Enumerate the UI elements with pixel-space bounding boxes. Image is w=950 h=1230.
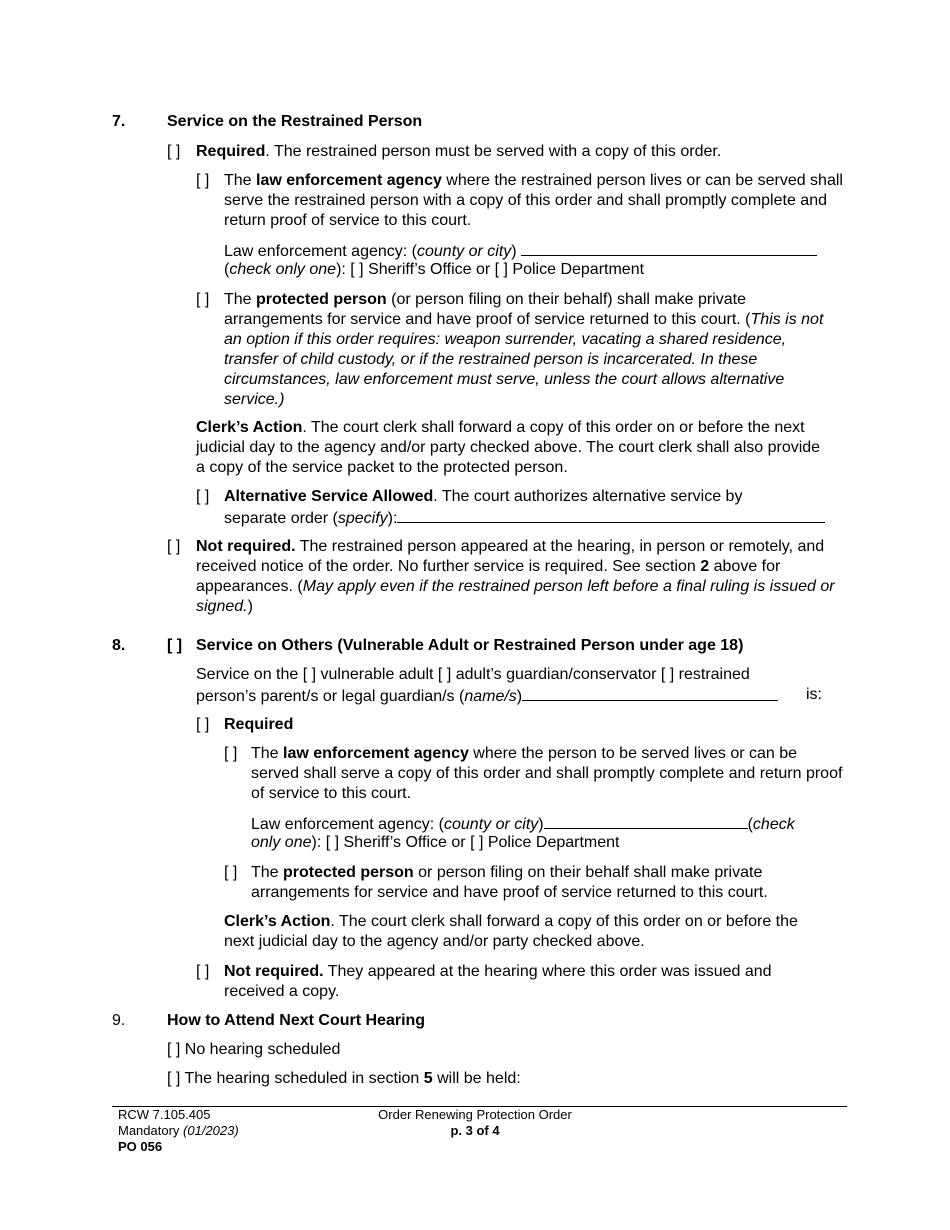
police-option[interactable]: [ ] Police Department [494, 261, 645, 278]
service-on-line-2: person’s parent/s or legal guardian/s (name/s) [196, 685, 778, 707]
sec8-not-required-text: Not required. They appeared at the hearing where this order was issued and received a copy. [224, 963, 772, 1000]
footer-page: p. 3 of 4 [450, 1123, 500, 1138]
protected-person-checkbox[interactable]: [ ] [196, 291, 210, 308]
section-9-title: How to Attend Next Court Hearing [167, 1012, 426, 1029]
sec8-not-required-checkbox[interactable]: [ ] [196, 963, 210, 980]
hearing-held-option[interactable]: [ ] The hearing scheduled in section 5 will be held: [167, 1070, 521, 1087]
required-checkbox[interactable]: [ ] [167, 143, 181, 160]
section-7-title: Service on the Restrained Person [167, 113, 423, 130]
sec8-lea-text: The law enforcement agency where the person to be served lives or can be served shall serve a copy of this order and shall promptly complete and return proof of service to this court. [251, 745, 843, 802]
alt-service-checkbox[interactable]: [ ] [196, 488, 210, 505]
names-blank-field[interactable] [522, 685, 778, 701]
sec8-agency-type-line: only one): [ ] Sheriff’s Office or [ ] Police Department [251, 834, 620, 851]
sec8-agency-blank-field[interactable] [544, 813, 748, 829]
sheriff-option[interactable]: [ ] Sheriff’s Office or [350, 261, 491, 278]
alt-service-line-2: separate order (specify): [224, 507, 825, 529]
sec8-clerk-action-text: Clerk’s Action. The court clerk shall forward a copy of this order on or before the next judicial day to the agency and/or party checked above. [224, 913, 798, 950]
section-8-checkbox[interactable]: [ ] [167, 637, 183, 654]
sec8-agency-line: Law enforcement agency: (county or city) (check [251, 813, 795, 835]
agency-blank-field[interactable] [521, 240, 817, 256]
sec8-lea-checkbox[interactable]: [ ] [224, 745, 238, 762]
footer-form-id: PO 056 [118, 1139, 163, 1154]
sec8-required-label: Required [224, 716, 294, 733]
no-hearing-option[interactable]: [ ] No hearing scheduled [167, 1041, 341, 1058]
section-7-number: 7. [112, 113, 126, 130]
sec8-required-checkbox[interactable]: [ ] [196, 716, 210, 733]
sec8-police-option[interactable]: [ ] Police Department [470, 834, 620, 851]
sec8-sheriff-option[interactable]: [ ] Sheriff’s Office or [325, 834, 466, 851]
agency-line: Law enforcement agency: (county or city) [224, 240, 817, 262]
footer-mandatory: Mandatory (01/2023) [118, 1123, 239, 1138]
clerk-action-text: Clerk’s Action. The court clerk shall forward a copy of this order on or before the next judicial day to the agency and/or party checked above. The court clerk shall also provide a copy of the service packet to the protected person. [196, 419, 821, 476]
protected-person-option-text: The protected person (or person filing on their behalf) shall make private arrangements for service and have proof of service returned to this court. (This is not an option if this order requires: weapon surrender, vacating a shared residence, transfer of child custody, or if the restrained person is incarcerated. In these circumstances, law enforcement must serve, unless the court allows alternative service.) [224, 291, 824, 408]
section-8-title: Service on Others (Vulnerable Adult or Restrained Person under age 18) [196, 637, 744, 654]
not-required-text: Not required. The restrained person appeared at the hearing, in person or remotely, and received notice of the order. No further service is required. See section 2 above for appearances. (May apply even if the restrained person left before a final ruling is issued or signed.) [196, 538, 835, 615]
lea-option-text: The law enforcement agency where the restrained person lives or can be served shall serve the restrained person with a copy of this order and shall promptly complete and return proof of service to this court. [224, 172, 843, 229]
section-8-number: 8. [112, 637, 126, 654]
section-9-number: 9. [112, 1012, 126, 1029]
footer-rcw: RCW 7.105.405 [118, 1107, 211, 1122]
required-option: Required. The restrained person must be served with a copy of this order. [196, 143, 722, 160]
sec8-protected-person-text: The protected person or person filing on their behalf shall make private arrangements for service and have proof of service returned to this court. [251, 864, 768, 901]
footer-title: Order Renewing Protection Order [378, 1107, 572, 1122]
alt-service-blank-field[interactable] [397, 507, 825, 523]
agency-type-line: (check only one): [ ] Sheriff’s Office or [ ] Police Department [224, 261, 645, 278]
lea-checkbox[interactable]: [ ] [196, 172, 210, 189]
alt-service-line-1: Alternative Service Allowed. The court authorizes alternative service by [224, 488, 743, 505]
service-on-is: is: [806, 686, 822, 703]
sec8-protected-person-checkbox[interactable]: [ ] [224, 864, 238, 881]
not-required-checkbox[interactable]: [ ] [167, 538, 181, 555]
service-on-line-1: Service on the [ ] vulnerable adult [ ] adult’s guardian/conservator [ ] restrained [196, 666, 750, 683]
